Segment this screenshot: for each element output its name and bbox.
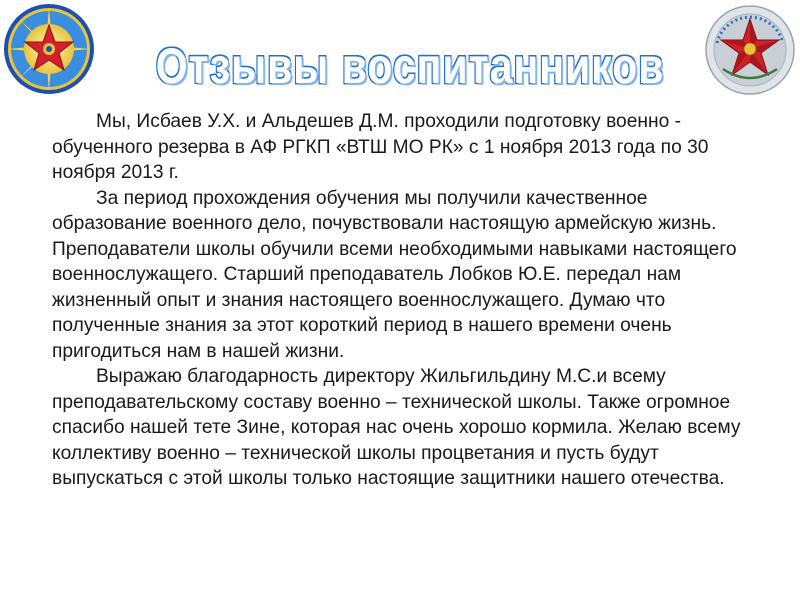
right-emblem-icon: [703, 3, 797, 97]
left-emblem-icon: [3, 3, 95, 95]
testimonial-text: [52, 109, 752, 492]
testimonial-paragraph: Выражаю благодарность директору Жильгильдину М.С.и всему преподавательскому составу военно – технической школы. Также огромное спасибо нашей тете Зине, которая нас очень хорошо кормила. Желаю всему коллективу военно – технической школы процветания и пусть будут выпускаться с этой школы только настоящие защитники нашего отечества.: [52, 366, 741, 489]
military-star-emblem-icon: [3, 3, 95, 95]
testimonial-paragraph: За период прохождения обучения мы получили качественное образование военного дело, почувствовали настоящую армейскую жизнь. Преподаватели школы обучили всеми необходимыми навыками настоящего военнослужащего. Старший преподаватель Лобков Ю.Е. передал нам жизненный опыт и знания настоящего военнослужащего. Думаю что полученные знания за этот короткий период в нашего времени очень пригодиться нам в нашей жизни.: [52, 187, 737, 362]
testimonial-paragraph: Мы, Исбаев У.Х. и Альдешев Д.М. проходили подготовку военно - обученного резерва в АФ РГКП «ВТШ МО РК» с 1 ноября 2013 года по 30 ноября 2013 г.: [52, 111, 709, 183]
slide-title: Отзывы воспитанников: [155, 37, 665, 94]
armed-forces-star-emblem-icon: [703, 3, 797, 97]
